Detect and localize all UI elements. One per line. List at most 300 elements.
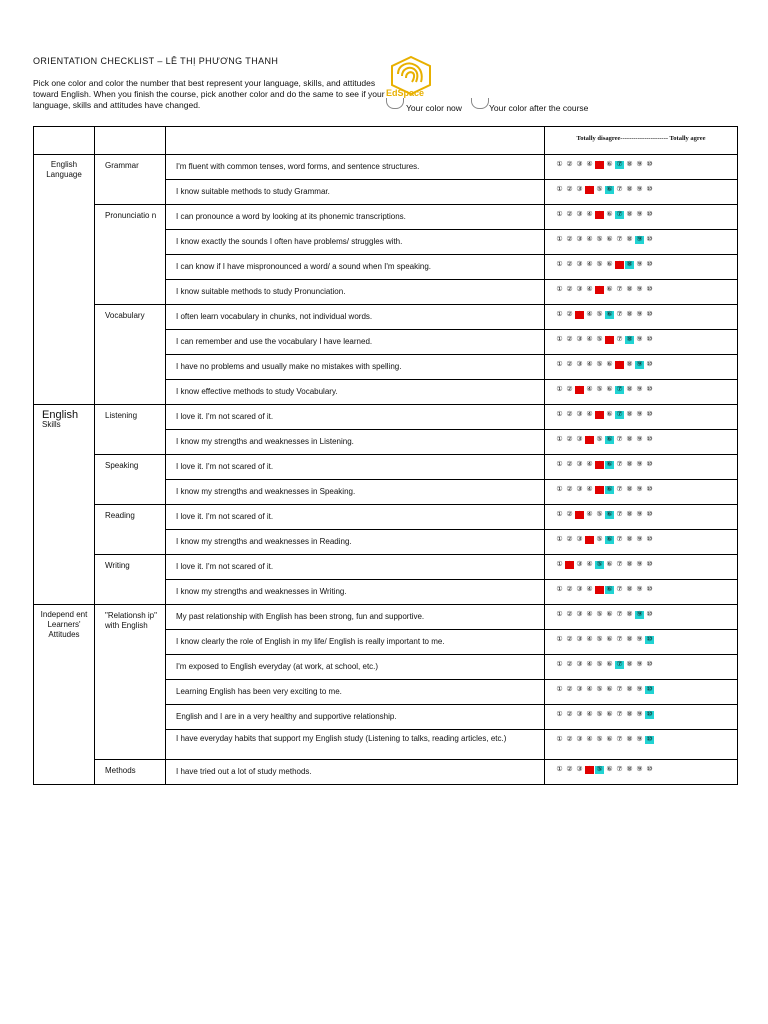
rating-option-7[interactable]: ⑦ <box>616 611 623 618</box>
rating-option-6[interactable]: ⑥ <box>606 636 613 643</box>
rating-option-3[interactable]: ③ <box>576 736 583 743</box>
rating-option-5[interactable]: ⑤ <box>596 486 603 493</box>
rating-option-5[interactable]: ⑤ <box>596 336 603 343</box>
rating-option-10[interactable]: ⑩ <box>646 561 653 568</box>
rating-option-8[interactable]: ⑧ <box>626 611 633 618</box>
rating-option-6[interactable]: ⑥ <box>606 536 613 543</box>
rating-option-4[interactable]: ④ <box>586 486 593 493</box>
rating-option-2[interactable]: ② <box>566 686 573 693</box>
rating-option-1[interactable]: ① <box>556 186 563 193</box>
rating-option-4[interactable]: ④ <box>586 411 593 418</box>
rating-option-4[interactable]: ④ <box>586 686 593 693</box>
rating-option-8[interactable]: ⑧ <box>626 736 633 743</box>
rating-option-2[interactable]: ② <box>566 661 573 668</box>
rating-option-9[interactable]: ⑨ <box>636 511 643 518</box>
rating-option-6[interactable]: ⑥ <box>606 711 613 718</box>
rating-option-2[interactable]: ② <box>566 586 573 593</box>
rating-option-10[interactable]: ⑩ <box>646 436 653 443</box>
rating-option-1[interactable]: ① <box>556 486 563 493</box>
rating-option-10[interactable]: ⑩ <box>646 411 653 418</box>
rating-option-4[interactable]: ④ <box>586 561 593 568</box>
rating-option-4[interactable]: ④ <box>586 386 593 393</box>
category-label-main: English <box>42 409 79 421</box>
rating-option-6[interactable]: ⑥ <box>606 586 613 593</box>
rating-option-6[interactable]: ⑥ <box>606 236 613 243</box>
rating-option-6[interactable]: ⑥ <box>606 736 613 743</box>
rating-option-10[interactable]: ⑩ <box>646 386 653 393</box>
rating-option-1[interactable]: ① <box>556 436 563 443</box>
rating-option-8[interactable]: ⑧ <box>626 236 633 243</box>
rating-option-10[interactable]: ⑩ <box>646 736 653 743</box>
rating-option-4[interactable]: ④ <box>586 186 593 193</box>
rating-option-8[interactable]: ⑧ <box>626 711 633 718</box>
rating-option-8[interactable]: ⑧ <box>626 336 633 343</box>
rating-option-4[interactable]: ④ <box>586 261 593 268</box>
rating-option-3[interactable]: ③ <box>576 486 583 493</box>
rating-option-2[interactable]: ② <box>566 286 573 293</box>
rating-option-9[interactable]: ⑨ <box>636 536 643 543</box>
statement-cell: I have no problems and usually make no mistakes with spelling. <box>166 355 545 380</box>
rating-scale <box>545 455 738 480</box>
logo-text: EdSpace <box>386 88 425 98</box>
legend-after-label: Your color after the course <box>489 103 589 113</box>
rating-scale <box>545 430 738 455</box>
rating-option-8[interactable]: ⑧ <box>626 286 633 293</box>
rating-option-10[interactable]: ⑩ <box>646 286 653 293</box>
rating-option-7[interactable]: ⑦ <box>616 211 623 218</box>
statement-cell: I know my strengths and weaknesses in Reading. <box>166 530 545 555</box>
category-label: Independ ent Learners' Attitudes <box>40 610 88 639</box>
rating-option-9[interactable]: ⑨ <box>636 161 643 168</box>
category-cell <box>34 405 95 605</box>
statement-cell: I can pronounce a word by looking at its phonemic transcriptions. <box>166 205 545 230</box>
table-row <box>34 455 738 480</box>
rating-option-7[interactable]: ⑦ <box>616 661 623 668</box>
rating-option-2[interactable]: ② <box>566 636 573 643</box>
rating-option-1[interactable]: ① <box>556 736 563 743</box>
rating-option-8[interactable]: ⑧ <box>626 436 633 443</box>
rating-scale <box>545 680 738 705</box>
rating-option-7[interactable]: ⑦ <box>616 736 623 743</box>
rating-scale <box>545 230 738 255</box>
statement-cell: I have tried out a lot of study methods. <box>166 760 545 785</box>
rating-option-1[interactable]: ① <box>556 561 563 568</box>
rating-option-3[interactable]: ③ <box>576 611 583 618</box>
rating-option-6[interactable]: ⑥ <box>606 386 613 393</box>
rating-option-7[interactable]: ⑦ <box>616 386 623 393</box>
rating-option-10[interactable]: ⑩ <box>646 611 653 618</box>
rating-option-6[interactable]: ⑥ <box>606 486 613 493</box>
rating-option-7[interactable]: ⑦ <box>616 261 623 268</box>
statement-cell: I know my strengths and weaknesses in Speaking. <box>166 480 545 505</box>
statement-cell: I'm exposed to English everyday (at work, at school, etc.) <box>166 655 545 680</box>
rating-option-6[interactable]: ⑥ <box>606 561 613 568</box>
rating-option-1[interactable]: ① <box>556 636 563 643</box>
rating-scale <box>545 580 738 605</box>
rating-option-1[interactable]: ① <box>556 311 563 318</box>
rating-option-4[interactable]: ④ <box>586 361 593 368</box>
rating-option-7[interactable]: ⑦ <box>616 286 623 293</box>
rating-scale <box>545 605 738 630</box>
rating-option-3[interactable]: ③ <box>576 766 583 773</box>
statement-cell: I know clearly the role of English in my life/ English is really important to me. <box>166 630 545 655</box>
rating-option-5[interactable]: ⑤ <box>596 311 603 318</box>
rating-option-1[interactable]: ① <box>556 236 563 243</box>
rating-option-5[interactable]: ⑤ <box>596 766 603 773</box>
subcategory-cell: "Relationsh ip" with English <box>95 605 166 760</box>
rating-option-5[interactable]: ⑤ <box>596 461 603 468</box>
rating-option-7[interactable]: ⑦ <box>616 636 623 643</box>
rating-option-3[interactable]: ③ <box>576 661 583 668</box>
rating-option-10[interactable]: ⑩ <box>646 461 653 468</box>
rating-option-8[interactable]: ⑧ <box>626 511 633 518</box>
rating-option-3[interactable]: ③ <box>576 311 583 318</box>
rating-option-1[interactable]: ① <box>556 461 563 468</box>
rating-option-6[interactable]: ⑥ <box>606 511 613 518</box>
rating-option-9[interactable]: ⑨ <box>636 336 643 343</box>
rating-option-2[interactable]: ② <box>566 736 573 743</box>
rating-option-4[interactable]: ④ <box>586 766 593 773</box>
rating-option-2[interactable]: ② <box>566 536 573 543</box>
rating-option-1[interactable]: ① <box>556 686 563 693</box>
rating-option-3[interactable]: ③ <box>576 286 583 293</box>
rating-option-6[interactable]: ⑥ <box>606 261 613 268</box>
rating-option-8[interactable]: ⑧ <box>626 411 633 418</box>
rating-option-5[interactable]: ⑤ <box>596 286 603 293</box>
rating-option-3[interactable]: ③ <box>576 211 583 218</box>
rating-option-10[interactable]: ⑩ <box>646 711 653 718</box>
rating-option-9[interactable]: ⑨ <box>636 561 643 568</box>
rating-option-7[interactable]: ⑦ <box>616 536 623 543</box>
rating-option-4[interactable]: ④ <box>586 611 593 618</box>
subcategory-cell: Methods <box>95 760 166 785</box>
rating-option-6[interactable]: ⑥ <box>606 336 613 343</box>
rating-option-2[interactable]: ② <box>566 186 573 193</box>
category-cell <box>34 155 95 405</box>
rating-option-1[interactable]: ① <box>556 211 563 218</box>
rating-option-10[interactable]: ⑩ <box>646 236 653 243</box>
rating-option-2[interactable]: ② <box>566 361 573 368</box>
rating-option-3[interactable]: ③ <box>576 536 583 543</box>
rating-option-5[interactable]: ⑤ <box>596 261 603 268</box>
rating-option-3[interactable]: ③ <box>576 236 583 243</box>
rating-option-1[interactable]: ① <box>556 766 563 773</box>
rating-option-3[interactable]: ③ <box>576 436 583 443</box>
rating-option-1[interactable]: ① <box>556 336 563 343</box>
rating-option-8[interactable]: ⑧ <box>626 661 633 668</box>
rating-option-4[interactable]: ④ <box>586 536 593 543</box>
rating-option-10[interactable]: ⑩ <box>646 211 653 218</box>
rating-option-6[interactable]: ⑥ <box>606 411 613 418</box>
scale-header: Totally disagree---------------------- Totally agree <box>545 127 738 155</box>
rating-option-9[interactable]: ⑨ <box>636 386 643 393</box>
rating-option-10[interactable]: ⑩ <box>646 686 653 693</box>
rating-scale <box>545 555 738 580</box>
rating-option-5[interactable]: ⑤ <box>596 386 603 393</box>
rating-option-5[interactable]: ⑤ <box>596 436 603 443</box>
rating-option-8[interactable]: ⑧ <box>626 486 633 493</box>
rating-option-10[interactable]: ⑩ <box>646 636 653 643</box>
rating-option-5[interactable]: ⑤ <box>596 161 603 168</box>
rating-option-3[interactable]: ③ <box>576 686 583 693</box>
rating-option-2[interactable]: ② <box>566 511 573 518</box>
rating-option-4[interactable]: ④ <box>586 236 593 243</box>
rating-option-4[interactable]: ④ <box>586 311 593 318</box>
rating-option-7[interactable]: ⑦ <box>616 236 623 243</box>
rating-option-6[interactable]: ⑥ <box>606 286 613 293</box>
rating-option-4[interactable]: ④ <box>586 711 593 718</box>
rating-option-9[interactable]: ⑨ <box>636 661 643 668</box>
rating-option-4[interactable]: ④ <box>586 511 593 518</box>
rating-option-3[interactable]: ③ <box>576 411 583 418</box>
rating-scale <box>545 280 738 305</box>
rating-option-6[interactable]: ⑥ <box>606 211 613 218</box>
rating-option-5[interactable]: ⑤ <box>596 686 603 693</box>
rating-option-7[interactable]: ⑦ <box>616 486 623 493</box>
rating-scale <box>545 480 738 505</box>
rating-option-1[interactable]: ① <box>556 161 563 168</box>
rating-option-9[interactable]: ⑨ <box>636 286 643 293</box>
statement-cell: I can know if I have mispronounced a word/ a sound when I'm speaking. <box>166 255 545 280</box>
rating-option-2[interactable]: ② <box>566 311 573 318</box>
rating-option-2[interactable]: ② <box>566 211 573 218</box>
statement-cell: My past relationship with English has been strong, fun and supportive. <box>166 605 545 630</box>
rating-option-10[interactable]: ⑩ <box>646 186 653 193</box>
rating-option-2[interactable]: ② <box>566 711 573 718</box>
rating-option-10[interactable]: ⑩ <box>646 486 653 493</box>
rating-option-2[interactable]: ② <box>566 336 573 343</box>
rating-option-3[interactable]: ③ <box>576 461 583 468</box>
rating-option-9[interactable]: ⑨ <box>636 311 643 318</box>
rating-option-3[interactable]: ③ <box>576 186 583 193</box>
statement-cell: I love it. I'm not scared of it. <box>166 455 545 480</box>
rating-option-6[interactable]: ⑥ <box>606 436 613 443</box>
rating-option-5[interactable]: ⑤ <box>596 636 603 643</box>
rating-option-7[interactable]: ⑦ <box>616 511 623 518</box>
rating-option-4[interactable]: ④ <box>586 211 593 218</box>
rating-option-5[interactable]: ⑤ <box>596 211 603 218</box>
rating-option-8[interactable]: ⑧ <box>626 211 633 218</box>
rating-option-6[interactable]: ⑥ <box>606 686 613 693</box>
rating-option-1[interactable]: ① <box>556 361 563 368</box>
rating-option-2[interactable]: ② <box>566 766 573 773</box>
rating-option-7[interactable]: ⑦ <box>616 336 623 343</box>
rating-option-5[interactable]: ⑤ <box>596 711 603 718</box>
rating-option-5[interactable]: ⑤ <box>596 561 603 568</box>
rating-option-1[interactable]: ① <box>556 411 563 418</box>
rating-option-3[interactable]: ③ <box>576 336 583 343</box>
rating-option-1[interactable]: ① <box>556 536 563 543</box>
rating-scale <box>545 730 738 760</box>
rating-option-6[interactable]: ⑥ <box>606 611 613 618</box>
rating-option-4[interactable]: ④ <box>586 161 593 168</box>
rating-option-4[interactable]: ④ <box>586 636 593 643</box>
rating-option-9[interactable]: ⑨ <box>636 436 643 443</box>
rating-option-1[interactable]: ① <box>556 661 563 668</box>
rating-option-7[interactable]: ⑦ <box>616 161 623 168</box>
rating-option-10[interactable]: ⑩ <box>646 536 653 543</box>
rating-option-3[interactable]: ③ <box>576 361 583 368</box>
rating-option-8[interactable]: ⑧ <box>626 766 633 773</box>
rating-option-2[interactable]: ② <box>566 386 573 393</box>
rating-option-8[interactable]: ⑧ <box>626 536 633 543</box>
statement-cell: Learning English has been very exciting to me. <box>166 680 545 705</box>
rating-option-2[interactable]: ② <box>566 261 573 268</box>
rating-option-4[interactable]: ④ <box>586 736 593 743</box>
rating-option-8[interactable]: ⑧ <box>626 261 633 268</box>
rating-option-5[interactable]: ⑤ <box>596 736 603 743</box>
rating-option-9[interactable]: ⑨ <box>636 766 643 773</box>
rating-option-6[interactable]: ⑥ <box>606 661 613 668</box>
rating-option-9[interactable]: ⑨ <box>636 361 643 368</box>
rating-option-2[interactable]: ② <box>566 161 573 168</box>
rating-option-2[interactable]: ② <box>566 236 573 243</box>
rating-option-8[interactable]: ⑧ <box>626 386 633 393</box>
rating-option-1[interactable]: ① <box>556 586 563 593</box>
rating-scale <box>545 180 738 205</box>
subcategory-cell: Grammar <box>95 155 166 205</box>
rating-option-6[interactable]: ⑥ <box>606 311 613 318</box>
rating-option-6[interactable]: ⑥ <box>606 461 613 468</box>
rating-option-9[interactable]: ⑨ <box>636 611 643 618</box>
subcategory-cell: Listening <box>95 405 166 455</box>
rating-option-10[interactable]: ⑩ <box>646 586 653 593</box>
rating-option-10[interactable]: ⑩ <box>646 766 653 773</box>
rating-option-5[interactable]: ⑤ <box>596 186 603 193</box>
rating-option-4[interactable]: ④ <box>586 586 593 593</box>
rating-option-8[interactable]: ⑧ <box>626 636 633 643</box>
rating-option-8[interactable]: ⑧ <box>626 461 633 468</box>
rating-scale <box>545 330 738 355</box>
rating-option-7[interactable]: ⑦ <box>616 561 623 568</box>
rating-option-6[interactable]: ⑥ <box>606 361 613 368</box>
rating-option-10[interactable]: ⑩ <box>646 511 653 518</box>
rating-option-5[interactable]: ⑤ <box>596 361 603 368</box>
rating-option-4[interactable]: ④ <box>586 661 593 668</box>
rating-option-9[interactable]: ⑨ <box>636 261 643 268</box>
rating-option-8[interactable]: ⑧ <box>626 686 633 693</box>
rating-option-1[interactable]: ① <box>556 286 563 293</box>
rating-option-9[interactable]: ⑨ <box>636 211 643 218</box>
rating-option-9[interactable]: ⑨ <box>636 686 643 693</box>
rating-option-3[interactable]: ③ <box>576 711 583 718</box>
rating-option-5[interactable]: ⑤ <box>596 611 603 618</box>
table-row <box>34 505 738 530</box>
rating-option-10[interactable]: ⑩ <box>646 336 653 343</box>
rating-option-2[interactable]: ② <box>566 436 573 443</box>
rating-option-2[interactable]: ② <box>566 486 573 493</box>
page-title: ORIENTATION CHECKLIST – LÊ THỊ PHƯƠNG THANH <box>33 56 279 66</box>
rating-option-3[interactable]: ③ <box>576 161 583 168</box>
rating-option-9[interactable]: ⑨ <box>636 461 643 468</box>
rating-option-9[interactable]: ⑨ <box>636 186 643 193</box>
rating-option-3[interactable]: ③ <box>576 386 583 393</box>
rating-option-2[interactable]: ② <box>566 411 573 418</box>
statement-cell: I know my strengths and weaknesses in Writing. <box>166 580 545 605</box>
rating-option-7[interactable]: ⑦ <box>616 186 623 193</box>
rating-option-2[interactable]: ② <box>566 561 573 568</box>
rating-option-3[interactable]: ③ <box>576 636 583 643</box>
rating-option-7[interactable]: ⑦ <box>616 686 623 693</box>
rating-option-10[interactable]: ⑩ <box>646 261 653 268</box>
rating-option-7[interactable]: ⑦ <box>616 311 623 318</box>
rating-option-3[interactable]: ③ <box>576 261 583 268</box>
rating-option-7[interactable]: ⑦ <box>616 766 623 773</box>
rating-option-6[interactable]: ⑥ <box>606 161 613 168</box>
rating-option-5[interactable]: ⑤ <box>596 661 603 668</box>
statement-cell: I know my strengths and weaknesses in Listening. <box>166 430 545 455</box>
table-row <box>34 760 738 785</box>
rating-option-5[interactable]: ⑤ <box>596 536 603 543</box>
rating-option-10[interactable]: ⑩ <box>646 661 653 668</box>
rating-option-3[interactable]: ③ <box>576 511 583 518</box>
rating-option-9[interactable]: ⑨ <box>636 236 643 243</box>
rating-option-10[interactable]: ⑩ <box>646 361 653 368</box>
rating-option-1[interactable]: ① <box>556 261 563 268</box>
rating-scale <box>545 355 738 380</box>
rating-scale <box>545 405 738 430</box>
rating-option-4[interactable]: ④ <box>586 436 593 443</box>
rating-option-7[interactable]: ⑦ <box>616 436 623 443</box>
rating-option-2[interactable]: ② <box>566 461 573 468</box>
rating-option-8[interactable]: ⑧ <box>626 161 633 168</box>
rating-option-9[interactable]: ⑨ <box>636 711 643 718</box>
rating-option-10[interactable]: ⑩ <box>646 161 653 168</box>
rating-option-2[interactable]: ② <box>566 611 573 618</box>
rating-option-4[interactable]: ④ <box>586 461 593 468</box>
rating-option-8[interactable]: ⑧ <box>626 186 633 193</box>
rating-option-9[interactable]: ⑨ <box>636 736 643 743</box>
rating-option-3[interactable]: ③ <box>576 586 583 593</box>
rating-option-1[interactable]: ① <box>556 611 563 618</box>
legend-now-label: Your color now <box>406 103 462 113</box>
statement-cell: I know exactly the sounds I often have problems/ struggles with. <box>166 230 545 255</box>
rating-option-1[interactable]: ① <box>556 386 563 393</box>
rating-option-4[interactable]: ④ <box>586 286 593 293</box>
rating-option-7[interactable]: ⑦ <box>616 711 623 718</box>
rating-option-8[interactable]: ⑧ <box>626 586 633 593</box>
rating-option-7[interactable]: ⑦ <box>616 411 623 418</box>
rating-option-8[interactable]: ⑧ <box>626 361 633 368</box>
rating-option-7[interactable]: ⑦ <box>616 461 623 468</box>
rating-option-1[interactable]: ① <box>556 711 563 718</box>
table-row <box>34 155 738 180</box>
category-cell <box>34 605 95 785</box>
rating-option-6[interactable]: ⑥ <box>606 766 613 773</box>
rating-option-9[interactable]: ⑨ <box>636 636 643 643</box>
rating-option-4[interactable]: ④ <box>586 336 593 343</box>
rating-option-5[interactable]: ⑤ <box>596 411 603 418</box>
rating-scale <box>545 255 738 280</box>
rating-option-7[interactable]: ⑦ <box>616 586 623 593</box>
rating-option-3[interactable]: ③ <box>576 561 583 568</box>
rating-option-8[interactable]: ⑧ <box>626 561 633 568</box>
rating-option-1[interactable]: ① <box>556 511 563 518</box>
rating-scale <box>545 205 738 230</box>
table-row <box>34 405 738 430</box>
rating-option-5[interactable]: ⑤ <box>596 586 603 593</box>
rating-option-9[interactable]: ⑨ <box>636 586 643 593</box>
rating-option-9[interactable]: ⑨ <box>636 486 643 493</box>
rating-option-8[interactable]: ⑧ <box>626 311 633 318</box>
rating-option-5[interactable]: ⑤ <box>596 236 603 243</box>
rating-option-6[interactable]: ⑥ <box>606 186 613 193</box>
rating-option-7[interactable]: ⑦ <box>616 361 623 368</box>
subcategory-cell: Reading <box>95 505 166 555</box>
rating-option-10[interactable]: ⑩ <box>646 311 653 318</box>
rating-option-5[interactable]: ⑤ <box>596 511 603 518</box>
rating-option-9[interactable]: ⑨ <box>636 411 643 418</box>
